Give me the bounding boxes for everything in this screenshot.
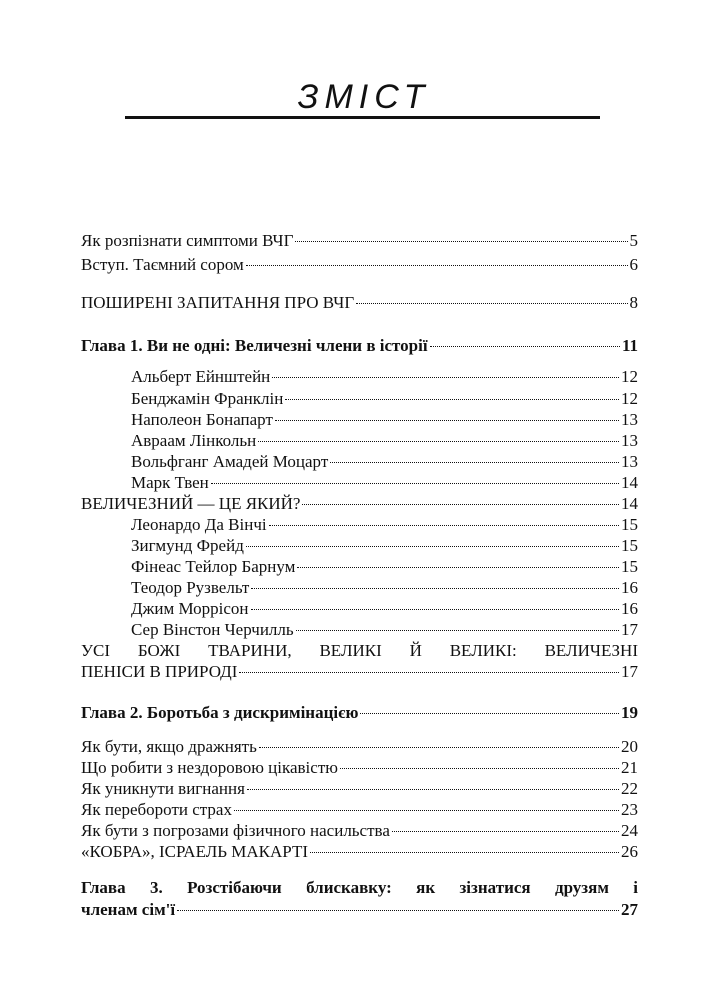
toc-page-number: 13	[621, 410, 638, 429]
toc-entry-label: Марк Твен	[131, 473, 209, 492]
toc-page-number: 14	[621, 494, 638, 513]
page-title: ЗМІСТ	[297, 78, 431, 116]
toc-entry-label: Як уникнути вигнання	[81, 779, 245, 798]
toc-subentry[interactable]	[81, 599, 638, 619]
toc-subentry[interactable]	[81, 536, 638, 556]
toc-page-number: 13	[621, 452, 638, 471]
toc-page-number: 5	[629, 231, 638, 250]
dot-leader	[310, 852, 619, 853]
dot-leader	[360, 713, 619, 714]
toc-entry-line1[interactable]: УСІ БОЖІ ТВАРИНИ, ВЕЛИКІ Й ВЕЛИКІ: ВЕЛИЧЕЗНІ	[81, 641, 638, 660]
dot-leader	[330, 462, 619, 463]
toc-entry-label: Як бути, якщо дражнять	[81, 737, 257, 756]
toc-page-number: 26	[621, 842, 638, 861]
toc-entry[interactable]	[81, 662, 638, 682]
toc-page-number: 8	[629, 293, 638, 312]
toc-page-number: 22	[621, 779, 638, 798]
toc-chapter-entry[interactable]	[81, 703, 638, 723]
dot-leader	[392, 831, 619, 832]
toc-entry[interactable]	[81, 779, 638, 799]
toc-page-number: 20	[621, 737, 638, 756]
toc-chapter-label: Глава 2. Боротьба з дискримінацією	[81, 703, 359, 722]
toc-chapter-entry[interactable]	[81, 900, 638, 920]
dot-leader	[177, 910, 619, 911]
dot-leader	[251, 609, 619, 610]
toc-chapter-label: членам сім'ї	[81, 900, 176, 919]
dot-leader	[234, 810, 619, 811]
dot-leader	[297, 567, 619, 568]
toc-page-number: 17	[621, 662, 638, 681]
toc-entry-label: Авраам Лінкольн	[131, 431, 257, 450]
toc-subentry[interactable]	[81, 431, 638, 451]
dot-leader	[246, 546, 619, 547]
toc-entry-label: ВЕЛИЧЕЗНИЙ — ЦЕ ЯКИЙ?	[81, 494, 301, 513]
toc-page-number: 15	[621, 536, 638, 555]
dot-leader	[302, 504, 619, 505]
toc-entry-label: Бенджамін Франклін	[131, 389, 284, 408]
toc-entry-label: Сер Вінстон Черчилль	[131, 620, 294, 639]
dot-leader	[211, 483, 619, 484]
toc-page-number: 15	[621, 515, 638, 534]
toc-entry[interactable]	[81, 758, 638, 778]
toc-entry-label: Вступ. Таємний сором	[81, 255, 244, 274]
toc-entry[interactable]	[81, 293, 638, 313]
toc-page-number: 19	[621, 703, 638, 722]
dot-leader	[275, 420, 619, 421]
toc-entry-label: Зигмунд Фрейд	[131, 536, 244, 555]
dot-leader	[258, 441, 619, 442]
toc-subentry[interactable]	[81, 410, 638, 430]
title-underline	[125, 116, 600, 119]
toc-entry-label: ПЕНІСИ В ПРИРОДІ	[81, 662, 238, 681]
toc-page-number: 24	[621, 821, 638, 840]
toc-page-number: 15	[621, 557, 638, 576]
toc-subentry[interactable]	[81, 452, 638, 472]
toc-entry[interactable]	[81, 821, 638, 841]
toc-entry-label: Теодор Рузвельт	[131, 578, 250, 597]
toc-entry[interactable]	[81, 255, 638, 275]
toc-entry-label: Як розпізнати симптоми ВЧГ	[81, 231, 294, 250]
toc-entry-label: Як бути з погрозами фізичного насильства	[81, 821, 390, 840]
toc-entry-label: ПОШИРЕНІ ЗАПИТАННЯ ПРО ВЧГ	[81, 293, 355, 312]
toc-subentry[interactable]	[81, 367, 638, 387]
toc-page-number: 16	[621, 578, 638, 597]
toc-chapter-entry[interactable]	[81, 336, 638, 356]
dot-leader	[239, 672, 619, 673]
toc-entry-label: Фінеас Тейлор Барнум	[131, 557, 296, 576]
toc-entry[interactable]	[81, 800, 638, 820]
toc-subentry[interactable]	[81, 578, 638, 598]
dot-leader	[272, 377, 619, 378]
toc-entry-label: Як перебороти страх	[81, 800, 232, 819]
toc-subentry[interactable]	[81, 557, 638, 577]
dot-leader	[269, 525, 619, 526]
toc-page-number: 27	[621, 900, 638, 919]
toc-entry[interactable]	[81, 842, 638, 862]
toc-page-number: 13	[621, 431, 638, 450]
toc-entry[interactable]	[81, 231, 638, 251]
toc-subentry[interactable]	[81, 620, 638, 640]
toc-entry-label: Леонардо Да Вінчі	[131, 515, 267, 534]
toc-entry-label: Джим Моррісон	[131, 599, 249, 618]
dot-leader	[356, 303, 627, 304]
toc-entry-label: «КОБРА», ІСРАЕЛЬ МАКАРТІ	[81, 842, 308, 861]
toc-page-number: 14	[621, 473, 638, 492]
toc-entry-label: Наполеон Бонапарт	[131, 410, 273, 429]
toc-page-number: 11	[621, 336, 638, 355]
toc-chapter-line1[interactable]: Глава 3. Розстібаючи блискавку: як зізнатися друзям і	[81, 878, 638, 897]
toc-page-number: 17	[621, 620, 638, 639]
dot-leader	[247, 789, 619, 790]
toc-entry-label: Альберт Ейнштейн	[131, 367, 271, 386]
dot-leader	[430, 346, 620, 347]
toc-entry[interactable]	[81, 494, 638, 514]
toc-entry-label: Вольфганг Амадей Моцарт	[131, 452, 329, 471]
dot-leader	[340, 768, 619, 769]
toc-page-number: 6	[629, 255, 638, 274]
toc-entry-label: Що робити з нездоровою цікавістю	[81, 758, 338, 777]
dot-leader	[295, 241, 627, 242]
toc-subentry[interactable]	[81, 389, 638, 409]
dot-leader	[296, 630, 619, 631]
dot-leader	[251, 588, 619, 589]
toc-page-number: 12	[621, 389, 638, 408]
dot-leader	[285, 399, 619, 400]
toc-subentry[interactable]	[81, 473, 638, 493]
dot-leader	[259, 747, 619, 748]
toc-subentry[interactable]	[81, 515, 638, 535]
toc-page-number: 23	[621, 800, 638, 819]
toc-entry[interactable]	[81, 737, 638, 757]
toc-page-number: 12	[621, 367, 638, 386]
toc-page-number: 21	[621, 758, 638, 777]
toc-page-number: 16	[621, 599, 638, 618]
dot-leader	[246, 265, 628, 266]
toc-chapter-label: Глава 1. Ви не одні: Величезні члени в історії	[81, 336, 428, 355]
